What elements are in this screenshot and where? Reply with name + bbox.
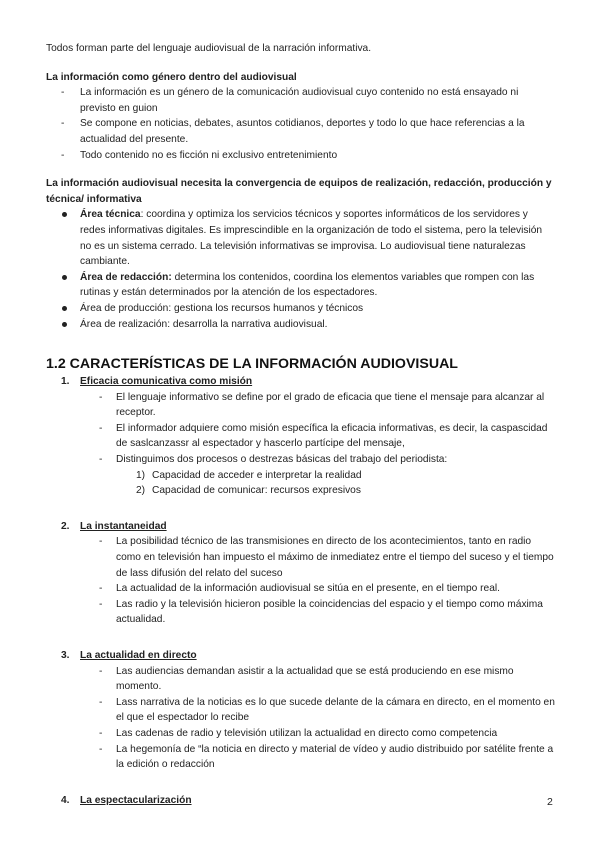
area-text: : coordina y optimiza los servicios técnicos y soportes informáticos de los servidores y redes informativas digitales. Es imprescindible en la organización de todo el sistema, pero la televisión no es un sistema cerrado. La televisión informativas se improvisa. Lo audiovisual tiene naturalezas cambiante. xyxy=(80,209,543,268)
list-item: - El informador adquiere como misión específica la eficacia informativas, es decir, la caspascidad de saslcanzassr al espectador y hascerlo partícipe del mensaje, xyxy=(46,421,556,452)
section-1-sublist xyxy=(46,468,556,499)
section-heading-1 xyxy=(46,374,556,390)
section-title: La espectacularización xyxy=(80,794,192,806)
area-text: Área de realización: desarrolla la narrativa audiovisual. xyxy=(80,318,328,330)
list-item: - La información es un género de la comunicación audiovisual cuyo contenido no está ensayado ni previsto en guion xyxy=(46,85,556,116)
sublist-item xyxy=(46,483,556,499)
convergence-heading: La información audiovisual necesita la convergencia de equipos de realización, redacción, producción y técnica/ informativa xyxy=(46,178,552,205)
sublist-item xyxy=(46,468,556,484)
section-3-list xyxy=(46,664,556,773)
section-1-list xyxy=(46,390,556,468)
section-number: 4. xyxy=(61,794,70,806)
section-heading-4 xyxy=(46,793,556,809)
list-item: - Distinguimos dos procesos o destrezas básicas del trabajo del periodista: xyxy=(46,452,556,468)
section-title: La instantaneidad xyxy=(80,520,167,532)
area-term: Área de redacción: xyxy=(80,271,172,283)
list-item xyxy=(46,317,556,333)
area-text: Área de producción: gestiona los recursos humanos y técnicos xyxy=(80,302,364,314)
area-term: Área técnica xyxy=(80,209,141,221)
page-number: 2 xyxy=(547,796,553,808)
list-item: - Las audiencias demandan asistir a la actualidad que se está produciendo en ese mismo momento. xyxy=(46,664,556,695)
section-heading-3 xyxy=(46,648,556,664)
sublist-text: Capacidad de comunicar: recursos expresivos xyxy=(152,485,361,497)
section-heading-2 xyxy=(46,519,556,535)
sublist-text: Capacidad de acceder e interpretar la realidad xyxy=(152,469,362,481)
section-number: 1. xyxy=(61,376,70,388)
list-item: - Lass narrativa de la noticias es lo que sucede delante de la cámara en directo, en el momento en el que el espectador lo recibe xyxy=(46,695,556,726)
list-item xyxy=(46,207,556,269)
chapter-title: 1.2 CARACTERÍSTICAS DE LA INFORMACIÓN AUDIOVISUAL xyxy=(46,356,458,373)
list-item xyxy=(46,270,556,301)
list-item xyxy=(46,301,556,317)
list-item: - La hegemonía de “la noticia en directo y material de vídeo y audio distribuido por satélite frente a la edición o redacción xyxy=(46,742,556,773)
section-number: 3. xyxy=(61,650,70,661)
info-genre-list xyxy=(46,85,556,163)
info-genre-heading: La información como género dentro del audiovisual xyxy=(46,71,297,83)
list-item: - El lenguaje informativo se define por el grado de eficacia que tiene el mensaje para alcanzar al receptor. xyxy=(46,390,556,421)
convergence-list xyxy=(46,207,556,332)
section-title: Eficacia comunicativa como misión xyxy=(80,376,253,388)
list-item: - Todo contenido no es ficción ni exclusivo entretenimiento xyxy=(46,148,556,164)
section-2-list xyxy=(46,534,556,628)
list-item: - Las radio y la televisión hicieron posible la coincidencias del espacio y el tiempo como máxima actualidad. xyxy=(46,597,556,628)
list-item: - Se compone en noticias, debates, asuntos cotidianos, deportes y todo lo que hace referencias a la actualidad del presente. xyxy=(46,116,556,147)
list-item: - Las cadenas de radio y televisión utilizan la actualidad en directo como competencia xyxy=(46,726,556,742)
area-text: determina los contenidos, coordina los elementos variables que rompen con las rutinas y están determinados por la atención de los espectadores. xyxy=(80,271,535,299)
sublist-number: 1) xyxy=(136,469,146,481)
intro-paragraph: Todos forman parte del lenguaje audiovisual de la narración informativa. xyxy=(46,43,372,54)
section-title: La actualidad en directo xyxy=(80,650,197,661)
section-number: 2. xyxy=(61,520,70,532)
list-item: - La posibilidad técnico de las transmisiones en directo de los acontecimientos, tanto en radio como en televisión han impuesto el máximo de inmediatez entre el tiempo del suceso y el tiempo de lass difusión del relato del suceso xyxy=(46,534,556,581)
document-body xyxy=(46,41,556,808)
sublist-number: 2) xyxy=(136,485,146,497)
list-item: - La actualidad de la información audiovisual se sitúa en el presente, en el tiempo real. xyxy=(46,581,556,597)
